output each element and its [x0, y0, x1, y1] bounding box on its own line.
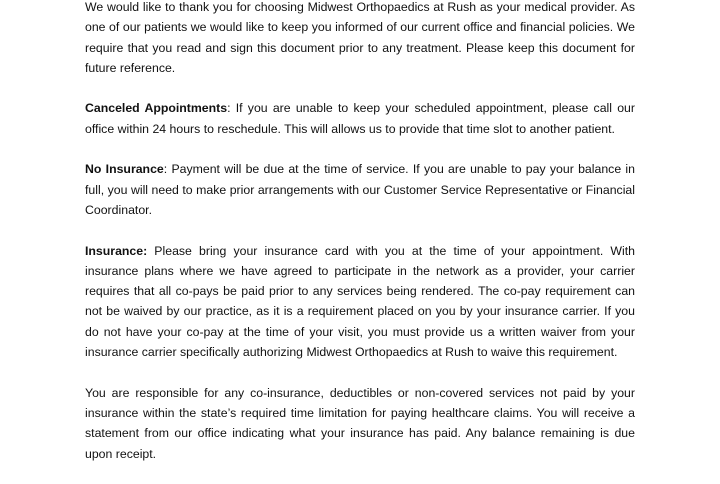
no-insurance-paragraph: [85, 159, 635, 220]
no-insurance-heading: No Insurance: [85, 162, 164, 177]
canceled-appointments-paragraph: [85, 98, 635, 139]
intro-paragraph: We would like to thank you for choosing Midwest Orthopaedics at Rush as your medical provider. As one of our patients we would like to keep you informed of our current office and financial policies. We require that you read and sign this document prior to any treatment. Please keep this document for future reference.: [85, 0, 635, 75]
insurance-paragraph: [85, 241, 635, 363]
canceled-appointments-heading: Canceled Appointments: [85, 101, 228, 116]
no-insurance-text: : Payment will be due at the time of service. If you are unable to pay your balance in full, you will need to make prior arrangements with our Customer Service Representative or Financial Coordinator.: [85, 162, 636, 217]
document-body: [85, 0, 635, 484]
insurance-heading: Insurance:: [85, 243, 148, 258]
canceled-appointments-text: : If you are unable to keep your scheduled appointment, please call our office within 24 hours to reschedule. This will allows us to provide that time slot to another patient.: [85, 101, 635, 136]
insurance-text: Please bring your insurance card with you at the time of your appointment. With insurance plans where we have agreed to participate in the network as a provider, your carrier requires that all co-pays be paid prior to any services being rendered. The co-pay requirement can not be waived by our practice, as it is a requirement placed on you by your insurance carrier. If you do not have your co-pay at the time of your visit, you must provide us a written waiver from your insurance carrier specifically authorizing Midwest Orthopaedics at Rush to waive this requirement.: [85, 243, 635, 360]
responsibility-paragraph: You are responsible for any co-insurance, deductibles or non-covered services not paid by your insurance within the state’s required time limitation for paying healthcare claims. You will receive a statement from our office indicating what your insurance has paid. Any balance remaining is due upon receipt.: [85, 385, 635, 461]
